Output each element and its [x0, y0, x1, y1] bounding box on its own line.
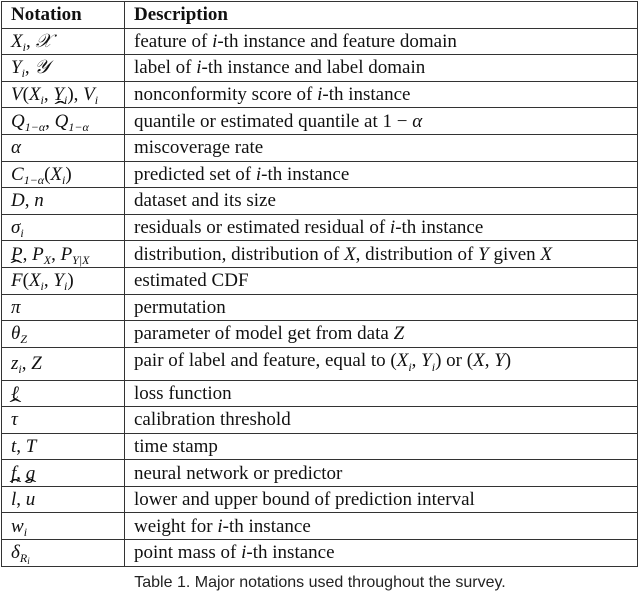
table-row	[2, 28, 638, 55]
description-cell: nonconformity score of i-th instance	[125, 81, 638, 108]
hat-accent: ˆ Q	[55, 109, 69, 134]
description-cell: weight for i-th instance	[125, 513, 638, 540]
table-header-row	[2, 2, 638, 29]
description-cell: lower and upper bound of prediction interval	[125, 486, 638, 513]
hat-accent: ˆ τ	[11, 407, 18, 432]
table-row	[2, 55, 638, 82]
table-row	[2, 294, 638, 321]
description-cell: permutation	[125, 294, 638, 321]
header-notation: Notation	[2, 2, 125, 29]
notation-cell: $\sigma_i$	[2, 214, 125, 241]
table-row	[2, 81, 638, 108]
notation-cell: $C_{1-\alpha}(X_i)$	[2, 161, 125, 188]
description-cell: loss function	[125, 380, 638, 407]
description-cell: residuals or estimated residual of i-th instance	[125, 214, 638, 241]
hat-accent: ˆ l	[11, 487, 16, 512]
table-row	[2, 433, 638, 460]
header-description: Description	[125, 2, 638, 29]
notation-cell: $Y_i$, 𝒴	[2, 55, 125, 82]
table-row	[2, 380, 638, 407]
table-row	[2, 188, 638, 215]
notation-cell: ℓ	[2, 380, 125, 407]
notation-cell: $V(X_i$, $Y_i$), $V_i$	[2, 81, 125, 108]
table-row	[2, 321, 638, 348]
description-cell: calibration threshold	[125, 407, 638, 434]
table-caption: Table 1. Major notations used throughout the survey.	[134, 574, 506, 591]
notation-cell: $Q_{1-\alpha}$, ˆ $Q_{1-\alpha}$	[2, 108, 125, 135]
table-row	[2, 513, 638, 540]
description-cell: miscoverage rate	[125, 134, 638, 161]
description-cell: feature of i-th instance and feature domain	[125, 28, 638, 55]
description-cell: dataset and its size	[125, 188, 638, 215]
notation-cell: $w_i$	[2, 513, 125, 540]
description-cell: point mass of i-th instance	[125, 540, 638, 567]
notation-cell	[2, 407, 125, 434]
description-cell: parameter of model get from data Z	[125, 321, 638, 348]
table-row	[2, 347, 638, 380]
description-cell: pair of label and feature, equal to ($X_i$, $Y_i$) or (X, Y)	[125, 347, 638, 380]
table-row	[2, 161, 638, 188]
hat-accent: ˆ u	[26, 487, 36, 512]
table-row	[2, 267, 638, 294]
description-cell: predicted set of i-th instance	[125, 161, 638, 188]
table-row	[2, 214, 638, 241]
table-row	[2, 241, 638, 268]
table-row	[2, 540, 638, 567]
table-row	[2, 108, 638, 135]
description-cell: time stamp	[125, 433, 638, 460]
table-row	[2, 460, 638, 487]
notation-cell: f, g	[2, 460, 125, 487]
notations-table	[1, 1, 638, 567]
description-cell: distribution, distribution of X, distribution of Y given X	[125, 241, 638, 268]
notation-cell: $\theta_Z$	[2, 321, 125, 348]
hat-accent: ˆ F	[11, 268, 23, 293]
table-row	[2, 407, 638, 434]
notation-cell: α	[2, 134, 125, 161]
notation-cell: $z_i$, Z	[2, 347, 125, 380]
notation-cell: t, T	[2, 433, 125, 460]
description-cell: neural network or predictor	[125, 460, 638, 487]
notation-cell: $\delta_{R_i}$	[2, 540, 125, 567]
description-cell: label of i-th instance and label domain	[125, 55, 638, 82]
description-cell: estimated CDF	[125, 267, 638, 294]
description-cell: quantile or estimated quantile at 1 − α	[125, 108, 638, 135]
table-row	[2, 134, 638, 161]
notation-cell: π	[2, 294, 125, 321]
notation-cell: D, n	[2, 188, 125, 215]
notation-cell: P, $P_X$, $P_{Y|X}$	[2, 241, 125, 268]
notation-cell: ˆ $F(X_i$, $Y_i$)	[2, 267, 125, 294]
notation-cell: ˆ l, ˆ u	[2, 486, 125, 513]
notation-cell: $X_i$, 𝒳	[2, 28, 125, 55]
table-row	[2, 486, 638, 513]
